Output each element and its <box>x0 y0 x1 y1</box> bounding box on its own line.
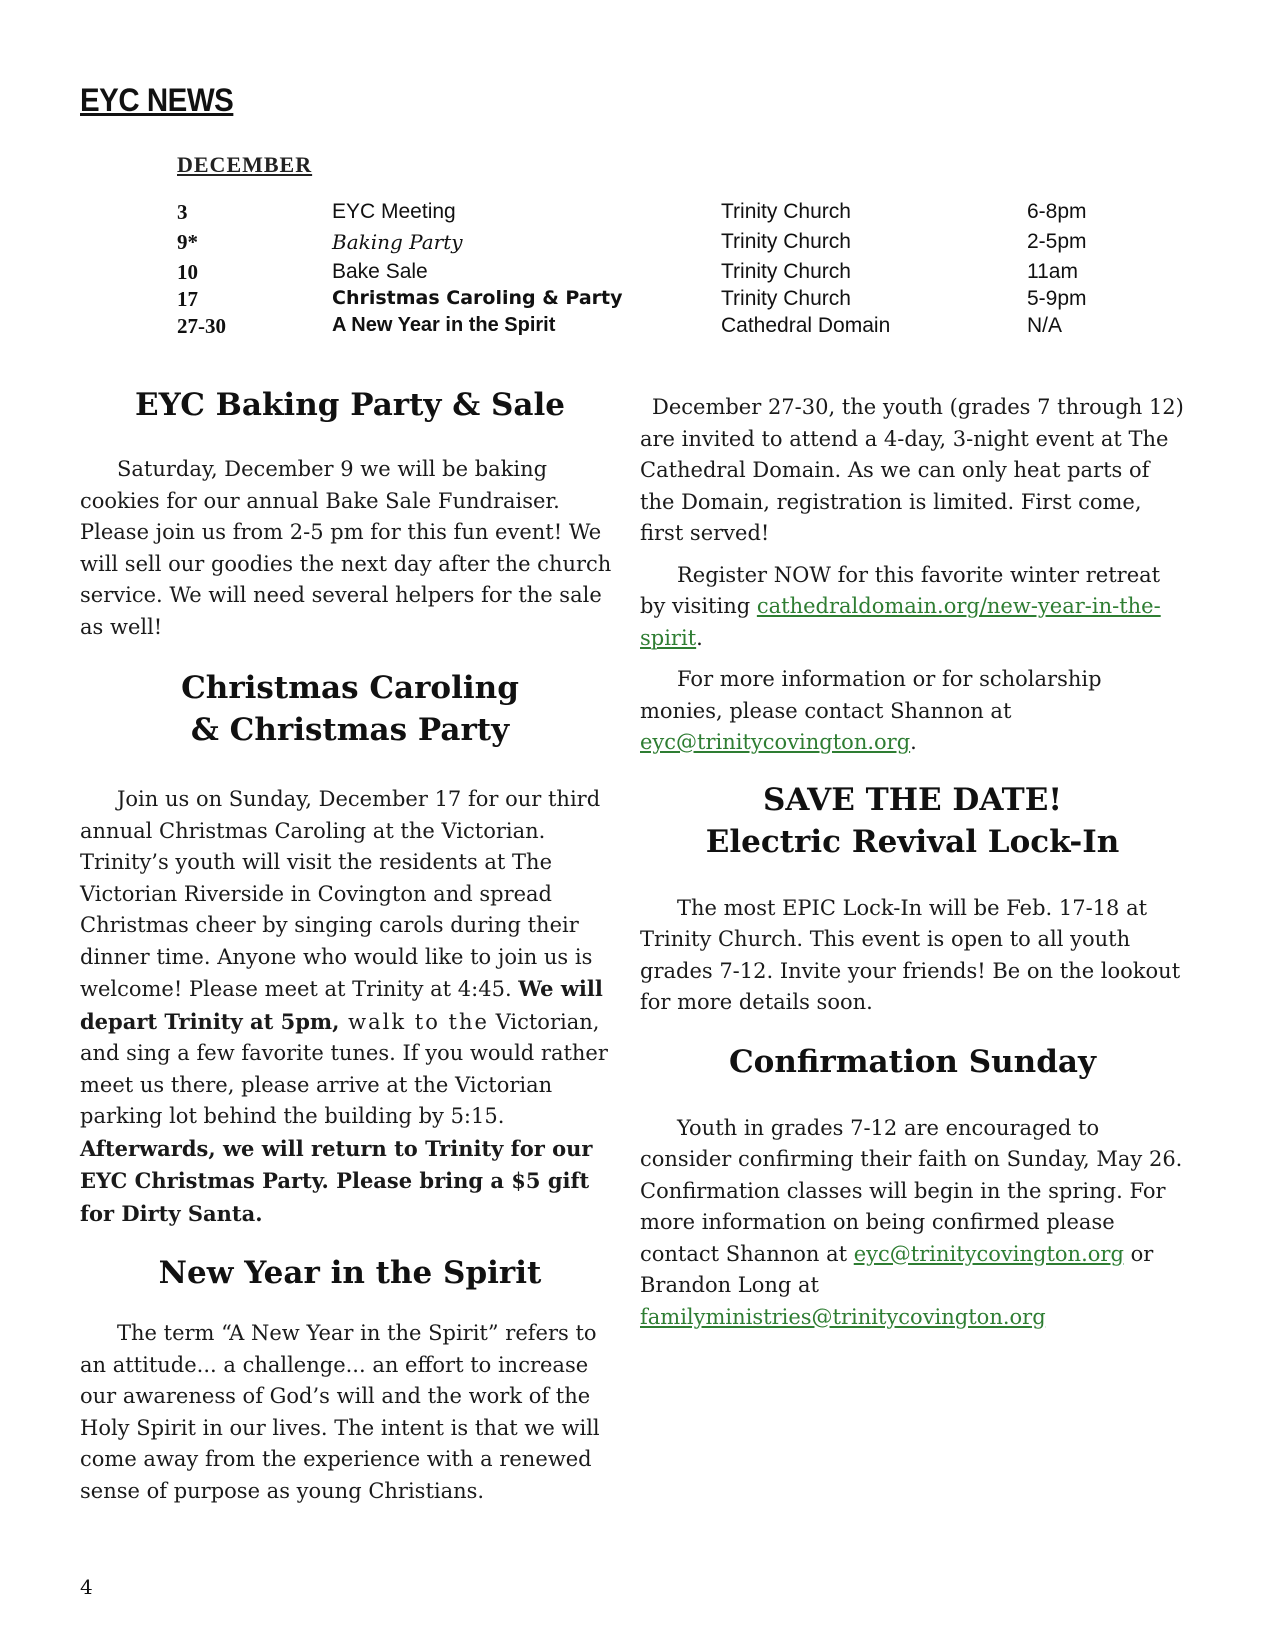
schedule-place: Cathedral Domain <box>721 314 891 337</box>
caroling-heading-line2: & Christmas Party <box>190 712 510 748</box>
schedule-date: 17 <box>177 287 198 311</box>
schedule-date: 3 <box>177 200 188 224</box>
table-row <box>177 287 1097 314</box>
new-year-heading: New Year in the Spirit <box>158 1255 542 1291</box>
retreat-contact-text: For more information or for scholarship monies, please contact Shannon at <box>640 667 1102 723</box>
table-row <box>177 260 1097 287</box>
caroling-text-1: Join us on Sunday, December 17 for our third annual Christmas Caroling at the Victorian. Trinity’s youth will visit the residents at The Victorian Riverside in Covington and spread Christmas cheer by singing carols during their dinner time. Anyone who would like to join us is welcome! Please meet at Trinity at 4:45. <box>80 787 601 1001</box>
page-title: EYC NEWS <box>80 82 234 118</box>
schedule-event: Baking Party <box>332 230 463 254</box>
retreat-para2: Register NOW for this favorite winter retreat by visiting cathedraldomain.org/new-year-in-the-spirit. <box>640 562 1161 650</box>
confirmation-body <box>640 1113 1185 1334</box>
confirmation-heading: Confirmation Sunday <box>729 1043 1096 1080</box>
schedule-date: 9* <box>177 230 198 254</box>
right-column <box>640 392 1185 1333</box>
retreat-para1: December 27-30, the youth (grades 7 through 12) are invited to attend a 4-day, 3-night event at The Cathedral Domain. As we can only heat parts of the Domain, registration is limited. First come, first served! <box>640 395 1184 545</box>
baking-heading: EYC Baking Party & Sale <box>134 387 565 423</box>
lockin-heading-line1: SAVE THE DATE! <box>763 781 1062 818</box>
schedule-event: EYC Meeting <box>332 200 456 223</box>
retreat-para3: For more information or for scholarship monies, please contact Shannon at eyc@trinitycovington.org. <box>640 667 1102 754</box>
page-number: 4 <box>80 1575 93 1599</box>
left-column <box>80 384 620 1507</box>
caroling-body <box>80 784 620 1230</box>
schedule-month: DECEMBER <box>177 152 313 177</box>
schedule-place: Trinity Church <box>721 200 851 223</box>
schedule-time: 2-5pm <box>1027 230 1087 253</box>
schedule-time: 5-9pm <box>1027 287 1087 310</box>
confirmation-middle-text: or Brandon Long at <box>640 1241 1154 1297</box>
caroling-party-text: Afterwards, we will return to Trinity for our EYC Christmas Party. Please bring a $5 gift for Dirty Santa. <box>80 1135 593 1226</box>
lockin-heading-line2: Electric Revival Lock-In <box>705 823 1120 860</box>
retreat-email-link[interactable]: eyc@trinitycovington.org <box>640 730 911 754</box>
table-row <box>177 314 1097 344</box>
caroling-depart-text: We will depart Trinity at 5pm, <box>80 976 603 1034</box>
schedule-time: N/A <box>1027 314 1063 337</box>
schedule-date: 27-30 <box>177 314 226 338</box>
new-year-body: The term “A New Year in the Spirit” refers to an attitude... a challenge... an effort to increase our awareness of God’s will and the work of the Holy Spirit in our lives. The intent is that we will come away from the experience with a renewed sense of purpose as young Christians. <box>80 1321 600 1503</box>
schedule-table <box>177 200 1097 344</box>
schedule-place: Trinity Church <box>721 230 851 253</box>
schedule-event: Christmas Caroling & Party <box>332 287 623 309</box>
table-row <box>177 230 1097 260</box>
table-row <box>177 200 1097 230</box>
confirmation-text: Youth in grades 7-12 are encouraged to consider confirming their faith on Sunday, May 26. Confirmation classes will begin in the spring. For more information on being confirmed please contact Shannon at <box>640 1115 1183 1266</box>
confirmation-email2-link[interactable]: familyministries@trinitycovington.org <box>640 1304 1046 1329</box>
retreat-link[interactable]: cathedraldomain.org/new-year-in-the-spirit <box>640 594 1161 650</box>
schedule-place: Trinity Church <box>721 287 851 310</box>
baking-body: Saturday, December 9 we will be baking cookies for our annual Bake Sale Fundraiser. Please join us from 2-5 pm for this fun event! We will sell our goodies the next day after the church service. We will need several helpers for the sale as well! <box>80 457 612 639</box>
caroling-heading-line1: Christmas Caroling <box>181 670 519 706</box>
schedule-time: 11am <box>1027 260 1078 283</box>
lockin-body: The most EPIC Lock-In will be Feb. 17-18 at Trinity Church. This event is open to all youth grades 7-12. Invite your friends! Be on the lookout for more details soon. <box>640 895 1181 1014</box>
retreat-register-text: Register NOW for this favorite winter retreat by visiting <box>640 562 1161 618</box>
schedule-date: 10 <box>177 260 198 284</box>
confirmation-email-link[interactable]: eyc@trinitycovington.org <box>853 1241 1124 1266</box>
schedule-place: Trinity Church <box>721 260 851 283</box>
schedule-time: 6-8pm <box>1027 200 1087 223</box>
schedule-event: Bake Sale <box>332 260 428 283</box>
schedule-event: A New Year in the Spirit <box>332 314 556 336</box>
caroling-walk-text: walk to the <box>339 1009 489 1034</box>
caroling-text-2: Victorian, and sing a few favorite tunes. If you would rather meet us there, please arrive at the Victorian parking lot behind the building by 5:15. <box>80 1009 608 1128</box>
